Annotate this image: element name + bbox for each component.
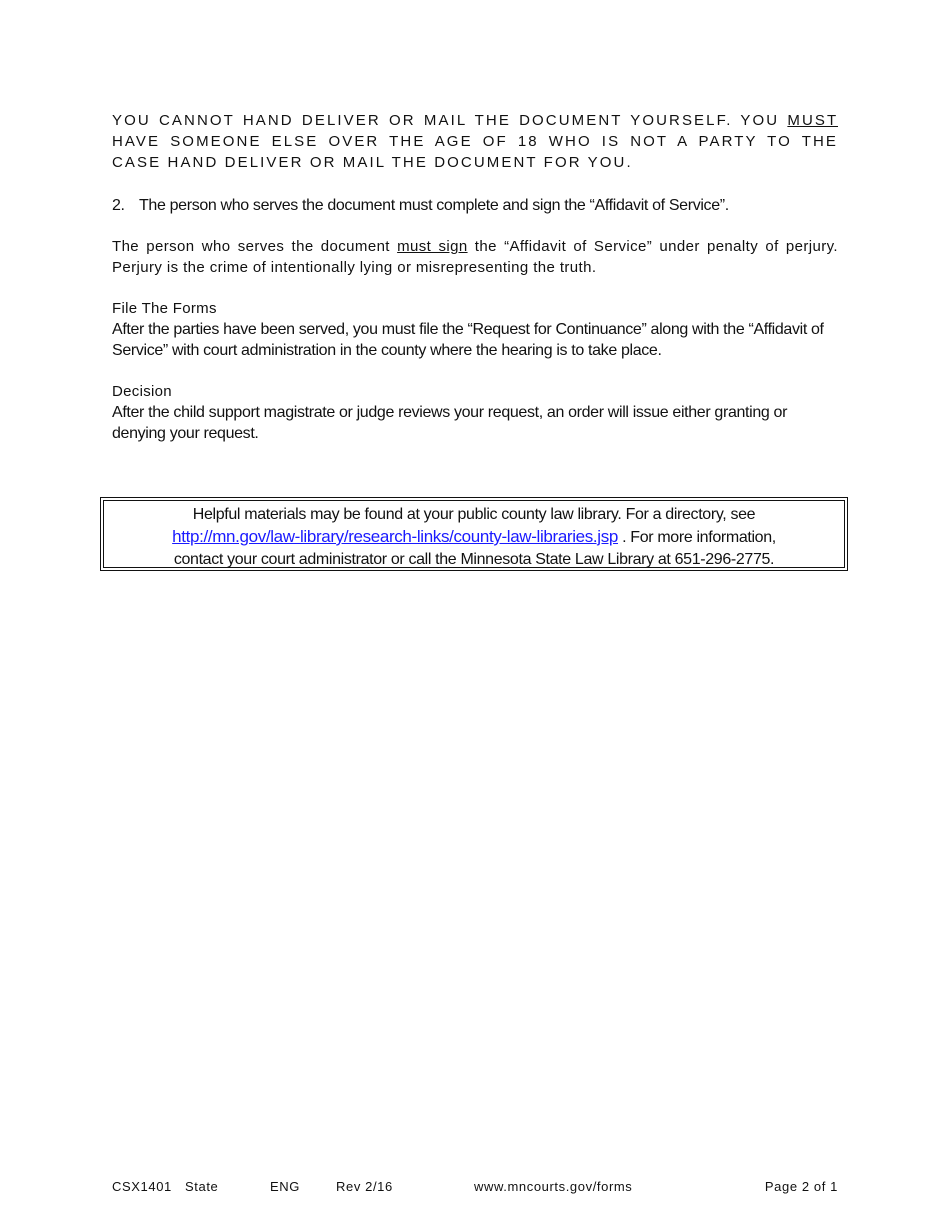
footer-scope: State xyxy=(185,1179,219,1194)
help-line-3: contact your court administrator or call the Minnesota State Law Library at 651-296-2775. xyxy=(173,551,775,568)
county-law-libraries-link[interactable]: http://mn.gov/law-library/research-links/county-law-libraries.jsp xyxy=(172,527,618,546)
decision-body: After the child support magistrate or judge reviews your request, an order will issue either granting or denying your request. xyxy=(112,404,788,442)
footer-form-code: CSX1401 xyxy=(112,1179,172,1194)
footer-page-number: Page 2 of 1 xyxy=(764,1179,838,1194)
perjury-text-part1: The person who serves the document xyxy=(112,238,398,255)
perjury-text-part2: the “Affidavit of Service” under penalty of perjury. Perjury is the crime of intentionally lying or misrepresenting the truth. xyxy=(112,238,838,276)
help-line-2 xyxy=(104,526,844,549)
footer-revision: Rev 2/16 xyxy=(336,1179,393,1194)
help-box xyxy=(100,497,848,571)
file-forms-body: After the parties have been served, you must file the “Request for Continuance” along with the “Affidavit of Service” with court administration in the county where the hearing is to take place. xyxy=(112,321,824,359)
step-2 xyxy=(112,195,838,216)
step-text: The person who serves the document must complete and sign the “Affidavit of Service”. xyxy=(139,197,729,214)
help-after-link: . For more information, xyxy=(617,529,776,546)
main-content xyxy=(112,110,838,444)
warning-text-part2: HAVE SOMEONE ELSE OVER THE AGE OF 18 WHO IS NOT A PARTY TO THE CASE HAND DELIVER OR MAIL THE DOCUMENT FOR YOU. xyxy=(112,133,838,171)
warning-must: MUST xyxy=(787,112,838,129)
help-box-inner xyxy=(103,500,845,568)
warning-text-part1: YOU CANNOT HAND DELIVER OR MAIL THE DOCUMENT YOURSELF. YOU xyxy=(112,112,788,129)
step-number: 2. xyxy=(112,197,125,214)
help-line-1: Helpful materials may be found at your public county law library. For a directory, see xyxy=(192,506,756,523)
footer-website: www.mncourts.gov/forms xyxy=(474,1179,633,1194)
service-warning xyxy=(112,110,838,173)
page-footer xyxy=(112,1179,838,1197)
perjury-paragraph xyxy=(112,236,838,278)
footer-language: ENG xyxy=(270,1179,300,1194)
decision-heading: Decision xyxy=(112,383,172,400)
file-forms-heading: File The Forms xyxy=(112,300,217,317)
perjury-must-sign: must sign xyxy=(397,238,468,255)
